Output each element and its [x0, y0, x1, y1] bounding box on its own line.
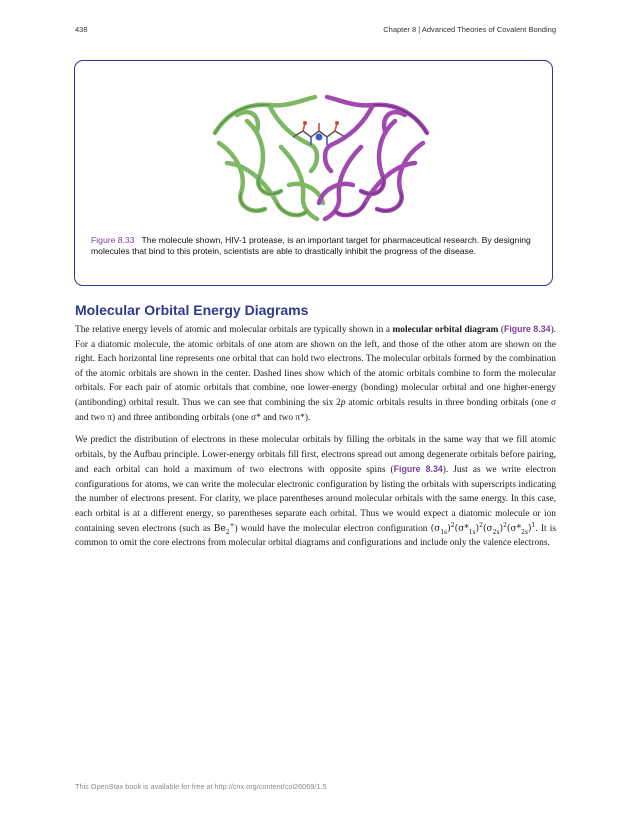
config-subscript: 1s	[440, 528, 448, 536]
p1-text-2: (	[498, 325, 504, 335]
config-superscript: 2	[503, 521, 507, 529]
paragraph-1	[75, 322, 556, 425]
config-subscript: 2s	[521, 528, 528, 536]
config-term: $(\sigma*_{1s})^2$	[454, 521, 483, 536]
page-number: 438	[75, 25, 88, 34]
config-term: $(\sigma_{1s})^2$	[430, 521, 455, 536]
config-subscript: 1s	[468, 528, 476, 536]
molecular-electron-configuration	[430, 521, 536, 536]
config-subscript: 2s	[492, 528, 500, 536]
p2-text-2: ). Just as we write electron configurations for atoms, we can write the molecular electronic configuration by listing the orbitals with superscripts indicating the number of electrons present. For clarity, we place parentheses around molecular orbitals with the same energy. In this case, each orbital is at a different energy, so parentheses separate each orbital. Thus we would expect a diatomic molecule or ion containing seven electrons (such as	[75, 465, 556, 534]
page-footer: This OpenStax book is available for free at http://cnx.org/content/col26069/1.5	[75, 782, 327, 791]
page-header	[75, 25, 556, 37]
ion-base: Be	[213, 523, 226, 534]
p2-text-3: ) would have the molecular electron configuration	[234, 523, 431, 534]
ion-charge: +	[229, 521, 235, 529]
config-term: $(\sigma_{2s})^2$	[482, 521, 507, 536]
p2-text-4: . It is common to omit the core electrons from molecular orbital diagrams and configurations and include only the valence electrons.	[75, 523, 556, 549]
figure-caption	[91, 235, 539, 256]
p2-text-1: We predict the distribution of electrons in these molecular orbitals by filling the orbitals in the same way that we fill atomic orbitals, by the Aufbau principle. Lower-energy orbitals fill first, electrons spread out among degenerate orbitals before pairing, and each orbital can hold a maximum of two electrons with opposite spins (	[75, 435, 556, 476]
p1-text-1: The relative energy levels of atomic and molecular orbitals are typically shown in a	[75, 325, 393, 335]
p-orbital-italic: p	[340, 397, 346, 408]
key-term: molecular orbital diagram	[392, 325, 499, 335]
config-superscript: 2	[450, 521, 455, 529]
config-term: $(\sigma*_{2s})^1$	[506, 521, 536, 536]
config-symbol: σ*	[510, 523, 522, 534]
config-symbol: σ*	[458, 523, 469, 534]
config-symbol: σ	[434, 523, 441, 534]
section-heading: Molecular Orbital Energy Diagrams	[75, 302, 309, 318]
figure-8-34-link-2[interactable]: Figure 8.34	[393, 464, 443, 475]
p1-text-3: ). For a diatomic molecule, the atomic orbitals of one atom are shown on the left, and those of the other atom are shown on the right. Each horizontal line represents one orbital that can hold two electrons. The molecular orbitals formed by the combination of the atomic orbitals are shown in the center. Dashed lines show which of the atomic orbitals combine to form the molecular orbitals. For each pair of atomic orbitals that combine, one lower-energy (bonding) molecular orbital and one higher-energy (antibonding) orbital result. Thus we can see that combining the six 2	[75, 325, 557, 408]
caption-text: The molecule shown, HIV-1 protease, is an important target for pharmaceutical research. By designing molecules that bind to this protein, scientists are able to drastically inhibit the progress of the disease.	[91, 235, 531, 256]
p1-text-4: atomic orbitals results in three bonding orbitals (one σ and two π) and three antibonding orbitals (one σ* and two π*).	[75, 397, 556, 423]
ion-subscript: 2	[225, 528, 230, 536]
figure-8-34-link[interactable]: Figure 8.34	[503, 324, 551, 334]
be2-plus-formula	[213, 521, 235, 536]
paragraph-2	[75, 433, 556, 551]
hiv-protease-image	[207, 85, 435, 227]
figure-8-33-box	[74, 60, 553, 286]
config-symbol: σ	[486, 523, 493, 534]
chapter-title: Chapter 8 | Advanced Theories of Covalent Bonding	[383, 25, 556, 34]
figure-label: Figure 8.33	[91, 235, 135, 245]
config-superscript: 1	[531, 521, 536, 529]
config-superscript: 2	[479, 521, 483, 529]
